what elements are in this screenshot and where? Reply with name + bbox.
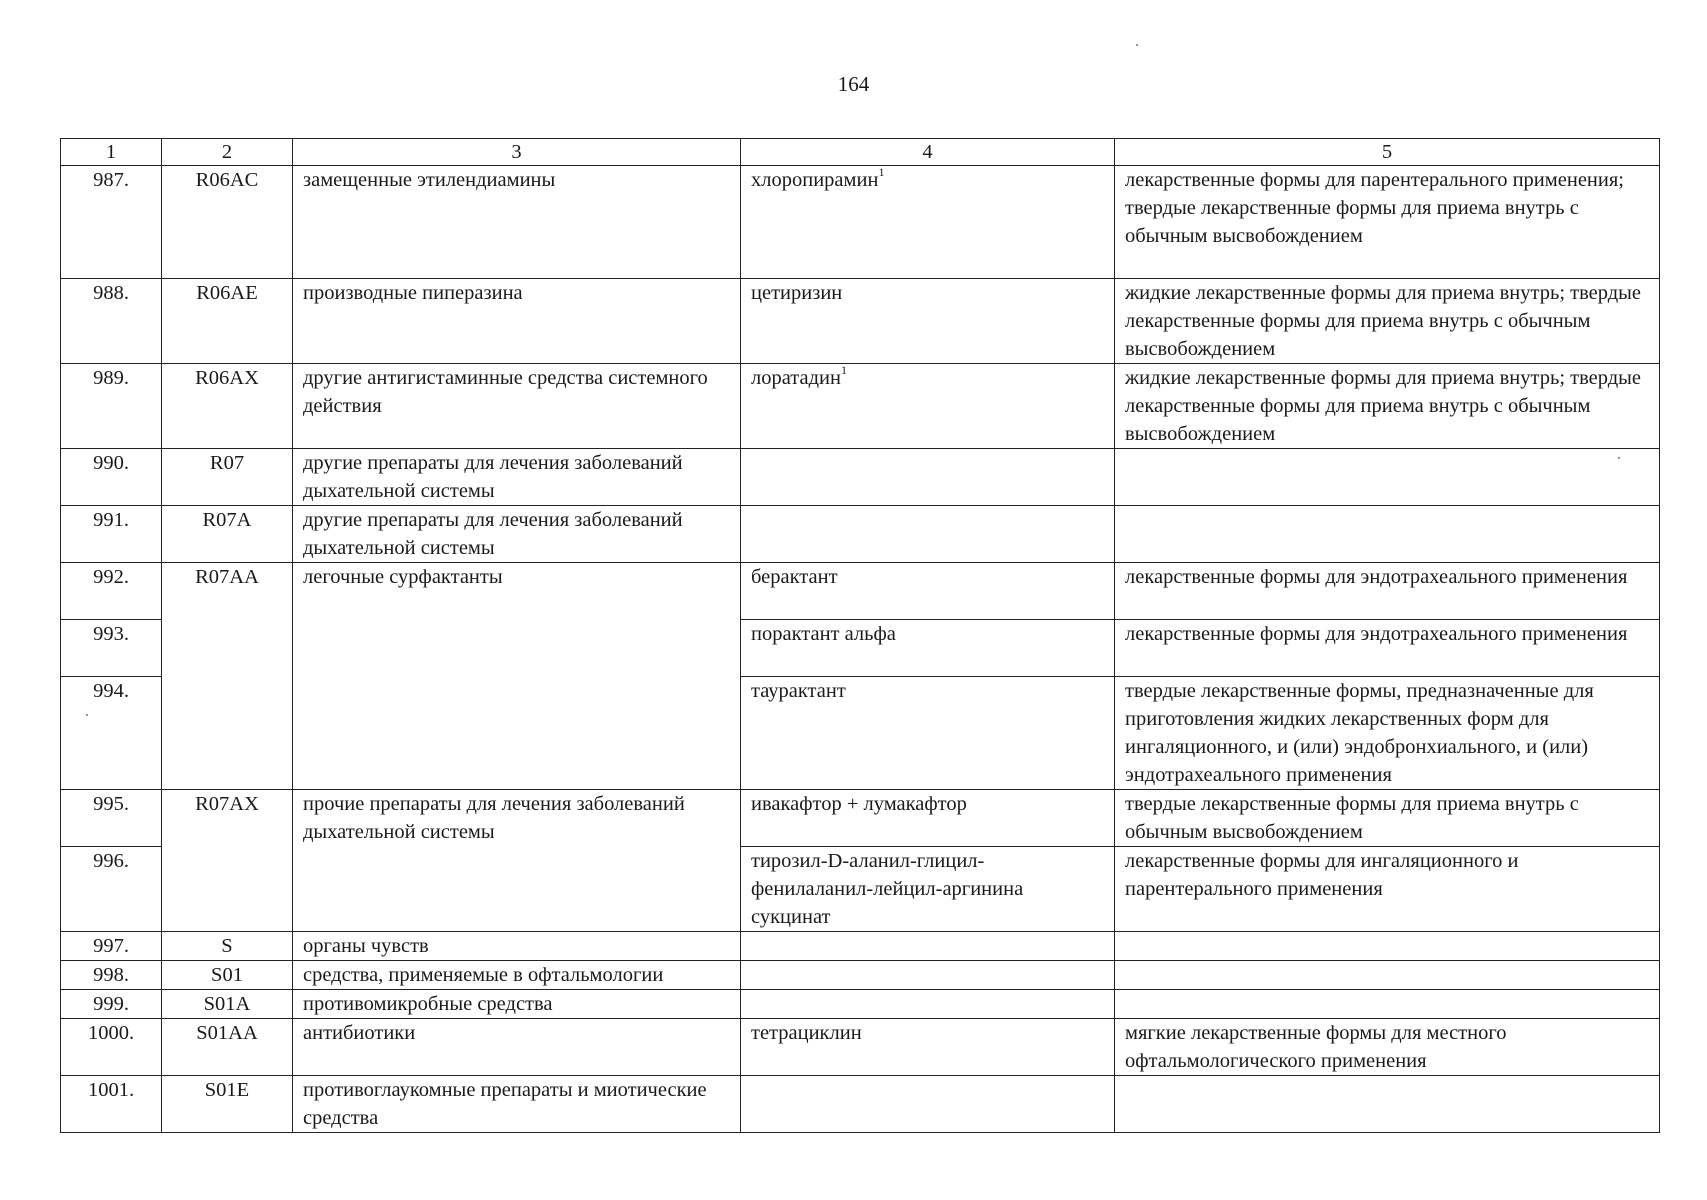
table-row — [61, 563, 1660, 620]
drug-name-text: хлоропирамин — [751, 169, 879, 191]
scan-speck — [86, 714, 88, 716]
row-number: 996. — [61, 847, 162, 932]
row-number: 991. — [61, 506, 162, 563]
dosage-form — [1115, 506, 1660, 563]
row-number: 999. — [61, 990, 162, 1019]
dosage-form: твердые лекарственные формы для приема внутрь с обычным высвобождением — [1115, 790, 1660, 847]
dosage-form — [1115, 449, 1660, 506]
page-number: 164 — [837, 72, 870, 96]
table-row — [61, 961, 1660, 990]
drug-name — [741, 449, 1115, 506]
table-row — [61, 166, 1660, 279]
group-name: органы чувств — [293, 932, 741, 961]
atc-code: S01 — [162, 961, 293, 990]
dosage-form — [1115, 932, 1660, 961]
drug-name — [741, 961, 1115, 990]
column-header: 4 — [741, 139, 1115, 166]
row-number: 992. — [61, 563, 162, 620]
dosage-form: жидкие лекарственные формы для приема внутрь; твердые лекарственные формы для приема внутрь с обычным высвобождением — [1115, 279, 1660, 364]
table-row — [61, 1019, 1660, 1076]
footnote-mark: 1 — [878, 165, 885, 180]
dosage-form: лекарственные формы для эндотрахеального применения — [1115, 620, 1660, 677]
dosage-form — [1115, 961, 1660, 990]
dosage-form: мягкие лекарственные формы для местного офтальмологического применения — [1115, 1019, 1660, 1076]
atc-code: R06AX — [162, 364, 293, 449]
drug-name-text: лоратадин — [751, 367, 841, 389]
drug-table — [60, 138, 1660, 1133]
drug-name — [741, 932, 1115, 961]
dosage-form: лекарственные формы для эндотрахеального применения — [1115, 563, 1660, 620]
scan-speck — [1618, 457, 1620, 459]
drug-name: тирозил-D-аланил-глицил-фенилаланил-лейцил-аргинина сукцинат — [741, 847, 1115, 932]
scan-speck — [1136, 44, 1138, 46]
atc-code: S01E — [162, 1076, 293, 1133]
footnote-mark: 1 — [840, 363, 847, 378]
row-number: 987. — [61, 166, 162, 279]
group-name: противомикробные средства — [293, 990, 741, 1019]
table-row — [61, 990, 1660, 1019]
group-name: легочные сурфактанты — [293, 563, 741, 790]
table-row — [61, 1076, 1660, 1133]
drug-name: порактант альфа — [741, 620, 1115, 677]
group-name: другие препараты для лечения заболеваний дыхательной системы — [293, 449, 741, 506]
table-row — [61, 449, 1660, 506]
table-row — [61, 790, 1660, 847]
atc-code: S — [162, 932, 293, 961]
group-name: средства, применяемые в офтальмологии — [293, 961, 741, 990]
row-number: 1000. — [61, 1019, 162, 1076]
drug-name — [741, 506, 1115, 563]
dosage-form — [1115, 1076, 1660, 1133]
row-number: 1001. — [61, 1076, 162, 1133]
dosage-form: жидкие лекарственные формы для приема внутрь; твердые лекарственные формы для приема внутрь с обычным высвобождением — [1115, 364, 1660, 449]
table-row — [61, 279, 1660, 364]
drug-name — [741, 166, 1115, 279]
column-header: 3 — [293, 139, 741, 166]
atc-code: S01A — [162, 990, 293, 1019]
table-row — [61, 364, 1660, 449]
row-number: 989. — [61, 364, 162, 449]
atc-code: R07AA — [162, 563, 293, 790]
atc-code: R07A — [162, 506, 293, 563]
column-header: 5 — [1115, 139, 1660, 166]
atc-code: R06AC — [162, 166, 293, 279]
row-number: 998. — [61, 961, 162, 990]
atc-code: R06AE — [162, 279, 293, 364]
atc-code: S01AA — [162, 1019, 293, 1076]
row-number: 994. — [61, 677, 162, 790]
column-header: 2 — [162, 139, 293, 166]
group-name: другие препараты для лечения заболеваний дыхательной системы — [293, 506, 741, 563]
table-row — [61, 506, 1660, 563]
group-name: замещенные этилендиамины — [293, 166, 741, 279]
header-row — [61, 139, 1660, 166]
group-name: прочие препараты для лечения заболеваний дыхательной системы — [293, 790, 741, 932]
table-row — [61, 932, 1660, 961]
row-number: 988. — [61, 279, 162, 364]
dosage-form: лекарственные формы для ингаляционного и парентерального применения — [1115, 847, 1660, 932]
group-name: другие антигистаминные средства системного действия — [293, 364, 741, 449]
drug-name — [741, 990, 1115, 1019]
row-number: 997. — [61, 932, 162, 961]
atc-code: R07AX — [162, 790, 293, 932]
dosage-form: лекарственные формы для парентерального применения; твердые лекарственные формы для приема внутрь с обычным высвобождением — [1115, 166, 1660, 279]
row-number: 993. — [61, 620, 162, 677]
drug-name: тетрациклин — [741, 1019, 1115, 1076]
drug-name: цетиризин — [741, 279, 1115, 364]
drug-name: таурактант — [741, 677, 1115, 790]
group-name: антибиотики — [293, 1019, 741, 1076]
drug-name: ивакафтор + лумакафтор — [741, 790, 1115, 847]
drug-name — [741, 364, 1115, 449]
dosage-form — [1115, 990, 1660, 1019]
group-name: противоглаукомные препараты и миотические средства — [293, 1076, 741, 1133]
row-number: 990. — [61, 449, 162, 506]
row-number: 995. — [61, 790, 162, 847]
group-name: производные пиперазина — [293, 279, 741, 364]
dosage-form: твердые лекарственные формы, предназначенные для приготовления жидких лекарственных форм для ингаляционного, и (или) эндобронхиального, и (или) эндотрахеального применения — [1115, 677, 1660, 790]
drug-name — [741, 1076, 1115, 1133]
atc-code: R07 — [162, 449, 293, 506]
drug-name: берактант — [741, 563, 1115, 620]
column-header: 1 — [61, 139, 162, 166]
